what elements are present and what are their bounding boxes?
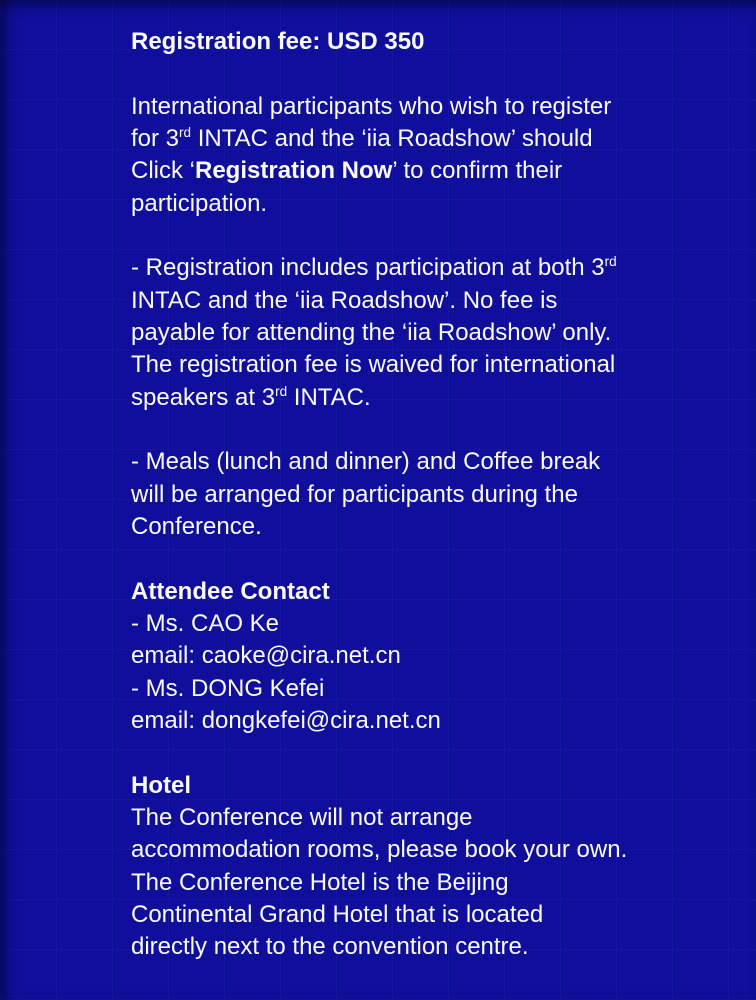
text-segment: speakers at 3 [131, 383, 276, 411]
text-segment: - Meals (lunch and dinner) and Coffee break [131, 448, 601, 476]
hotel-section-title: Hotel [131, 771, 191, 799]
text-segment: Click ‘ [131, 157, 195, 185]
text-line [131, 931, 756, 963]
text-line [131, 479, 756, 511]
text-segment: The registration fee is waived for international [131, 351, 616, 379]
text-line [131, 802, 756, 834]
text-segment: rd [275, 383, 288, 399]
text-segment: The Conference will not arrange [131, 803, 473, 831]
registration-intro-paragraph [131, 91, 756, 220]
text-line [131, 155, 756, 187]
text-segment: - Ms. DONG Kefei [131, 674, 325, 702]
text-segment: INTAC. [287, 383, 371, 411]
text-line [131, 252, 756, 284]
registration-fee-heading [131, 26, 756, 58]
text-segment: email: caoke@cira.net.cn [131, 642, 401, 670]
text-segment: ’ to confirm their [392, 157, 563, 185]
text-segment: - Ms. CAO Ke [131, 609, 280, 637]
text-segment: email: dongkefei@cira.net.cn [131, 706, 441, 734]
text-line [131, 867, 756, 899]
registration-details-paragraph [131, 252, 756, 414]
text-segment: accommodation rooms, please book your own. [131, 836, 628, 864]
text-line [131, 673, 756, 705]
text-line [131, 91, 756, 123]
text-line [131, 608, 756, 640]
text-segment: INTAC and the ‘iia Roadshow’. No fee is [131, 286, 558, 314]
text-segment: The Conference Hotel is the Beijing [131, 868, 509, 896]
text-line [131, 188, 756, 220]
text-segment: participation. [131, 189, 268, 217]
text-line [131, 382, 756, 414]
text-line [131, 834, 756, 866]
text-line [131, 317, 756, 349]
text-line [131, 511, 756, 543]
text-segment: Registration Now [195, 157, 393, 185]
text-line [131, 285, 756, 317]
text-segment: International participants who wish to register [131, 92, 612, 120]
registration-fee-heading-title: Registration fee: USD 350 [131, 28, 425, 55]
text-segment: rd [179, 124, 192, 140]
text-segment: will be arranged for participants during the [131, 480, 578, 508]
text-line [131, 446, 756, 478]
text-segment: directly next to the convention centre. [131, 933, 529, 961]
text-line [131, 123, 756, 155]
text-segment: Conference. [131, 512, 262, 540]
text-segment: rd [604, 254, 617, 270]
text-segment: payable for attending the ‘iia Roadshow’ only. [131, 318, 612, 346]
attendee-contact-section-title: Attendee Contact [131, 577, 330, 605]
text-line [131, 899, 756, 931]
text-line [131, 705, 756, 737]
text-segment: for 3 [131, 124, 180, 152]
text-line [131, 640, 756, 672]
text-line [131, 349, 756, 381]
text-segment: Continental Grand Hotel that is located [131, 900, 544, 928]
attendee-contact-section [131, 576, 756, 738]
meals-paragraph [131, 446, 756, 543]
hotel-section [131, 770, 756, 964]
content-column [131, 26, 756, 964]
text-segment: INTAC and the ‘iia Roadshow’ should [191, 124, 593, 152]
text-segment: - Registration includes participation at both 3 [131, 254, 605, 282]
